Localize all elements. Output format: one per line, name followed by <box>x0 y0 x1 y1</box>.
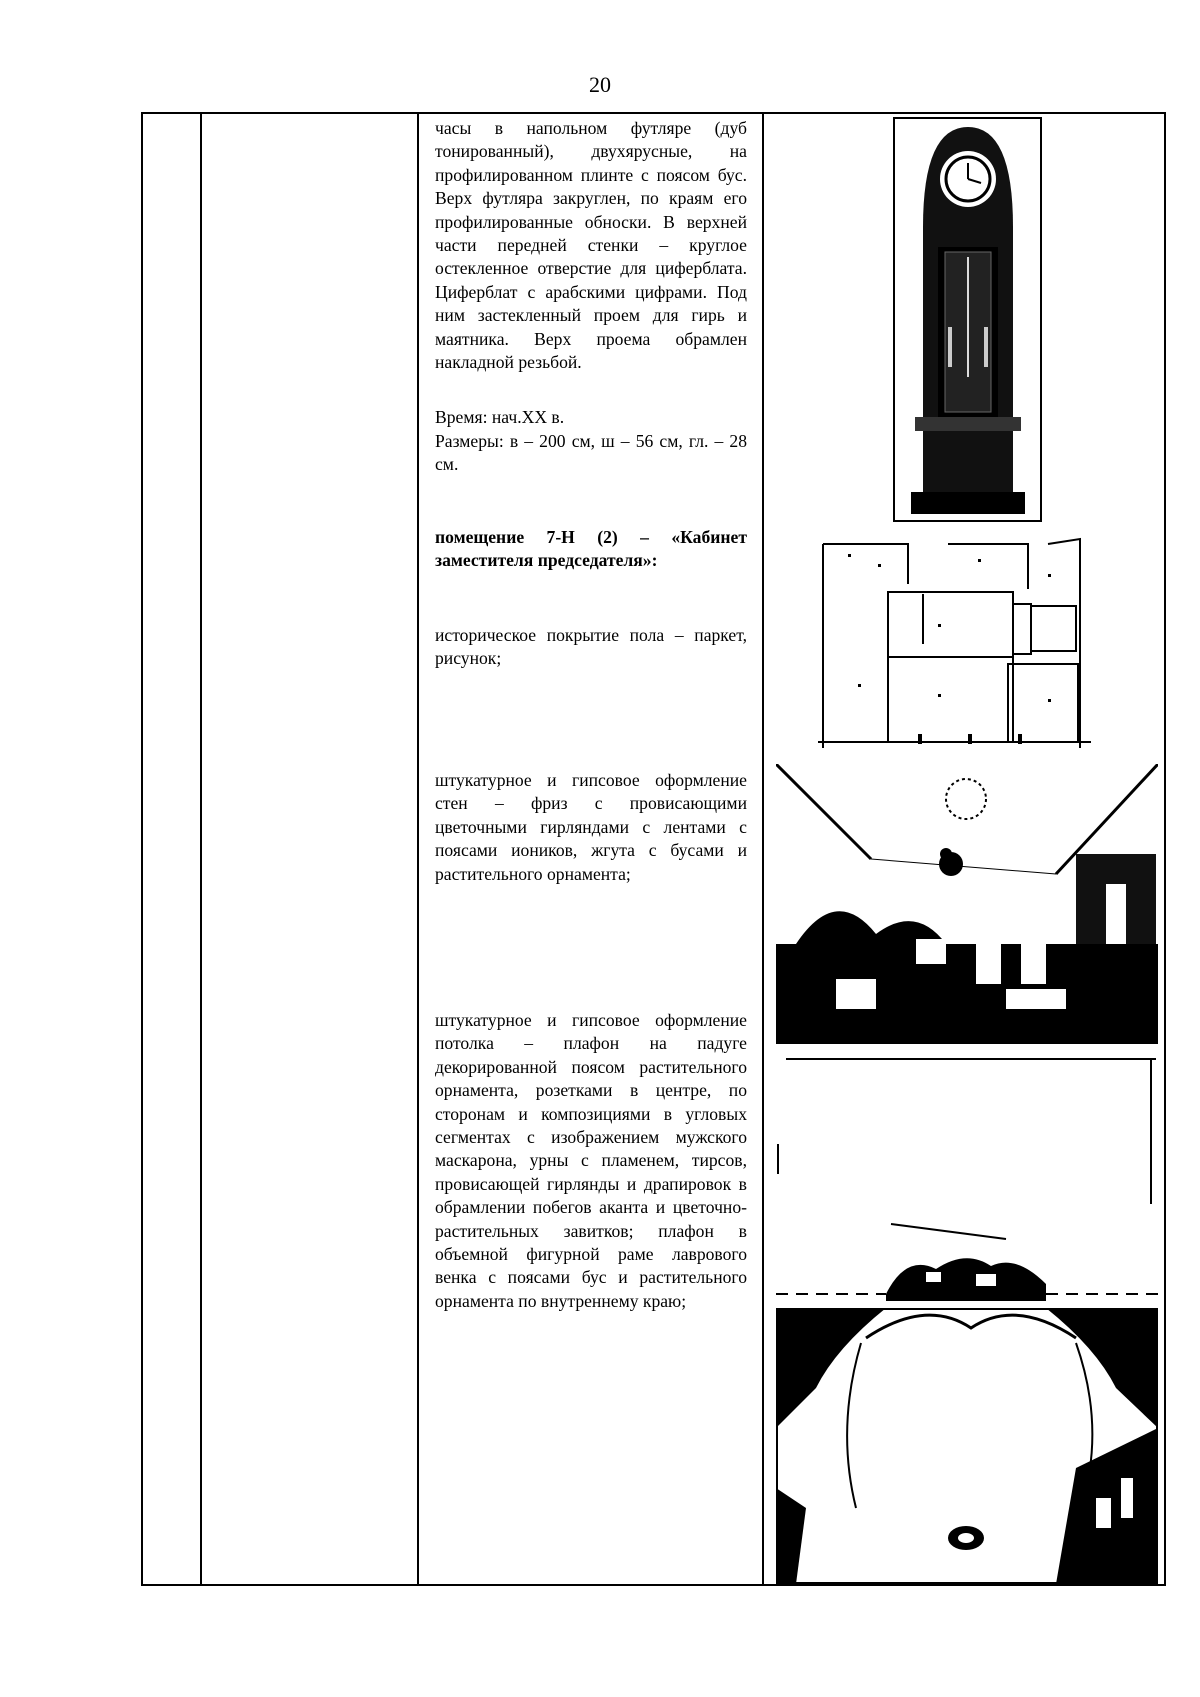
ceiling-section-photo <box>776 1054 1158 1301</box>
clock-dimensions: Размеры: в – 200 см, ш – 56 см, гл. – 28 см. <box>435 431 747 475</box>
clock-description: часы в напольном футляре (дуб тонированный), двухярусные, на профилированном плинте с поясом бус. Верх футляра закруглен, по краям его профилированные обноски. В верхней части передней стенки – круглое остекленное отверстие для циферблата. Циферблат с арабскими цифрами. Под ним застекленный проем для гирь и маятника. Верх проема обрамлен накладной резьбой. <box>435 118 747 373</box>
clock-time: Время: нач.XX в. <box>435 407 565 427</box>
column-divider <box>762 114 764 1584</box>
column-divider <box>200 114 202 1584</box>
floor-plan <box>818 534 1091 748</box>
ceiling-item: штукатурное и гипсовое оформление потолка – плафон на падуге декорированной поясом растительного орнамента, розетками в центре, по сторонам и композициями в угловых сегментах с изображением мужского маскарона, урны с пламенем, тирсов, провисающей гирлянды и драпировок в обрамлении побегов аканта и цветочно-растительных завитков; плафон в объемной фигурной раме лаврового венка с поясами бус и растительного орнамента по внутреннему краю; <box>435 1010 747 1311</box>
walls-item: штукатурное и гипсовое оформление стен – фриз с провисающими цветочными гирляндами с лентами с поясами иоников, жгута с бусами и растительного орнамента; <box>435 770 747 884</box>
clock-photo <box>893 117 1042 522</box>
page-number: 20 <box>589 72 611 97</box>
room-heading: помещение 7-Н (2) – «Кабинет заместителя председателя»: <box>435 527 747 571</box>
floor-item: историческое покрытие пола – паркет, рисунок; <box>435 625 747 669</box>
interior-photo <box>776 764 1158 1044</box>
ceiling-plafond-photo <box>776 1308 1158 1584</box>
column-divider <box>417 114 419 1584</box>
